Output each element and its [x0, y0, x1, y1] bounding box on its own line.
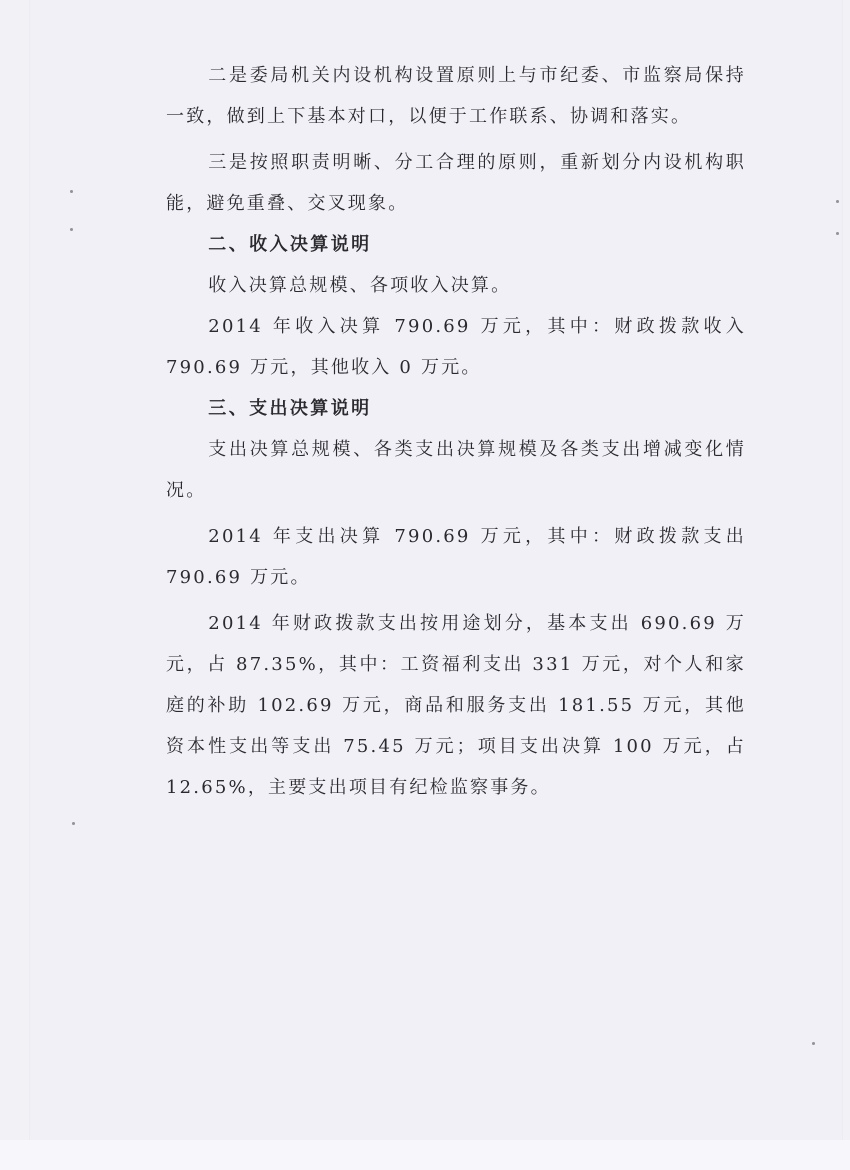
- paragraph-principle-two: 二是委局机关内设机构设置原则上与市纪委、市监察局保持一致，做到上下基本对口，以便于工作联系、协调和落实。: [166, 65, 746, 127]
- paragraph-expenditure-breakdown: 2014 年财政拨款支出按用途划分，基本支出 690.69 万元，占 87.35%，其中：工资福利支出 331 万元，对个人和家庭的补助 102.69 万元，商品和服务支出 181.55 万元，其他资本性支出等支出 75.45 万元；项目支出决算 100 万元，占 12.65%，主要支出项目有纪检监察事务。: [166, 613, 746, 798]
- scan-speck: [72, 822, 75, 825]
- paragraph-income-2014: 2014 年收入决算 790.69 万元，其中：财政拨款收入 790.69 万元，其他收入 0 万元。: [166, 316, 746, 378]
- scan-speck: [836, 232, 839, 235]
- document-body: [166, 55, 746, 808]
- paragraph-expenditure-2014: 2014 年支出决算 790.69 万元，其中：财政拨款支出 790.69 万元。: [166, 526, 746, 588]
- paragraph-expenditure-scope: 支出决算总规模、各类支出决算规模及各类支出增减变化情况。: [166, 439, 746, 501]
- scan-bottom-edge: [0, 1140, 850, 1170]
- paragraph-income-scope: 收入决算总规模、各项收入决算。: [208, 275, 512, 296]
- section-heading-expenditure: 三、支出决算说明: [208, 398, 372, 419]
- section-heading-income: 二、收入决算说明: [208, 234, 372, 255]
- scan-speck: [70, 228, 73, 231]
- paragraph-principle-three: 三是按照职责明晰、分工合理的原则，重新划分内设机构职能，避免重叠、交叉现象。: [166, 152, 746, 214]
- scan-speck: [70, 190, 73, 193]
- scan-speck: [836, 200, 839, 203]
- scan-speck: [812, 1042, 815, 1045]
